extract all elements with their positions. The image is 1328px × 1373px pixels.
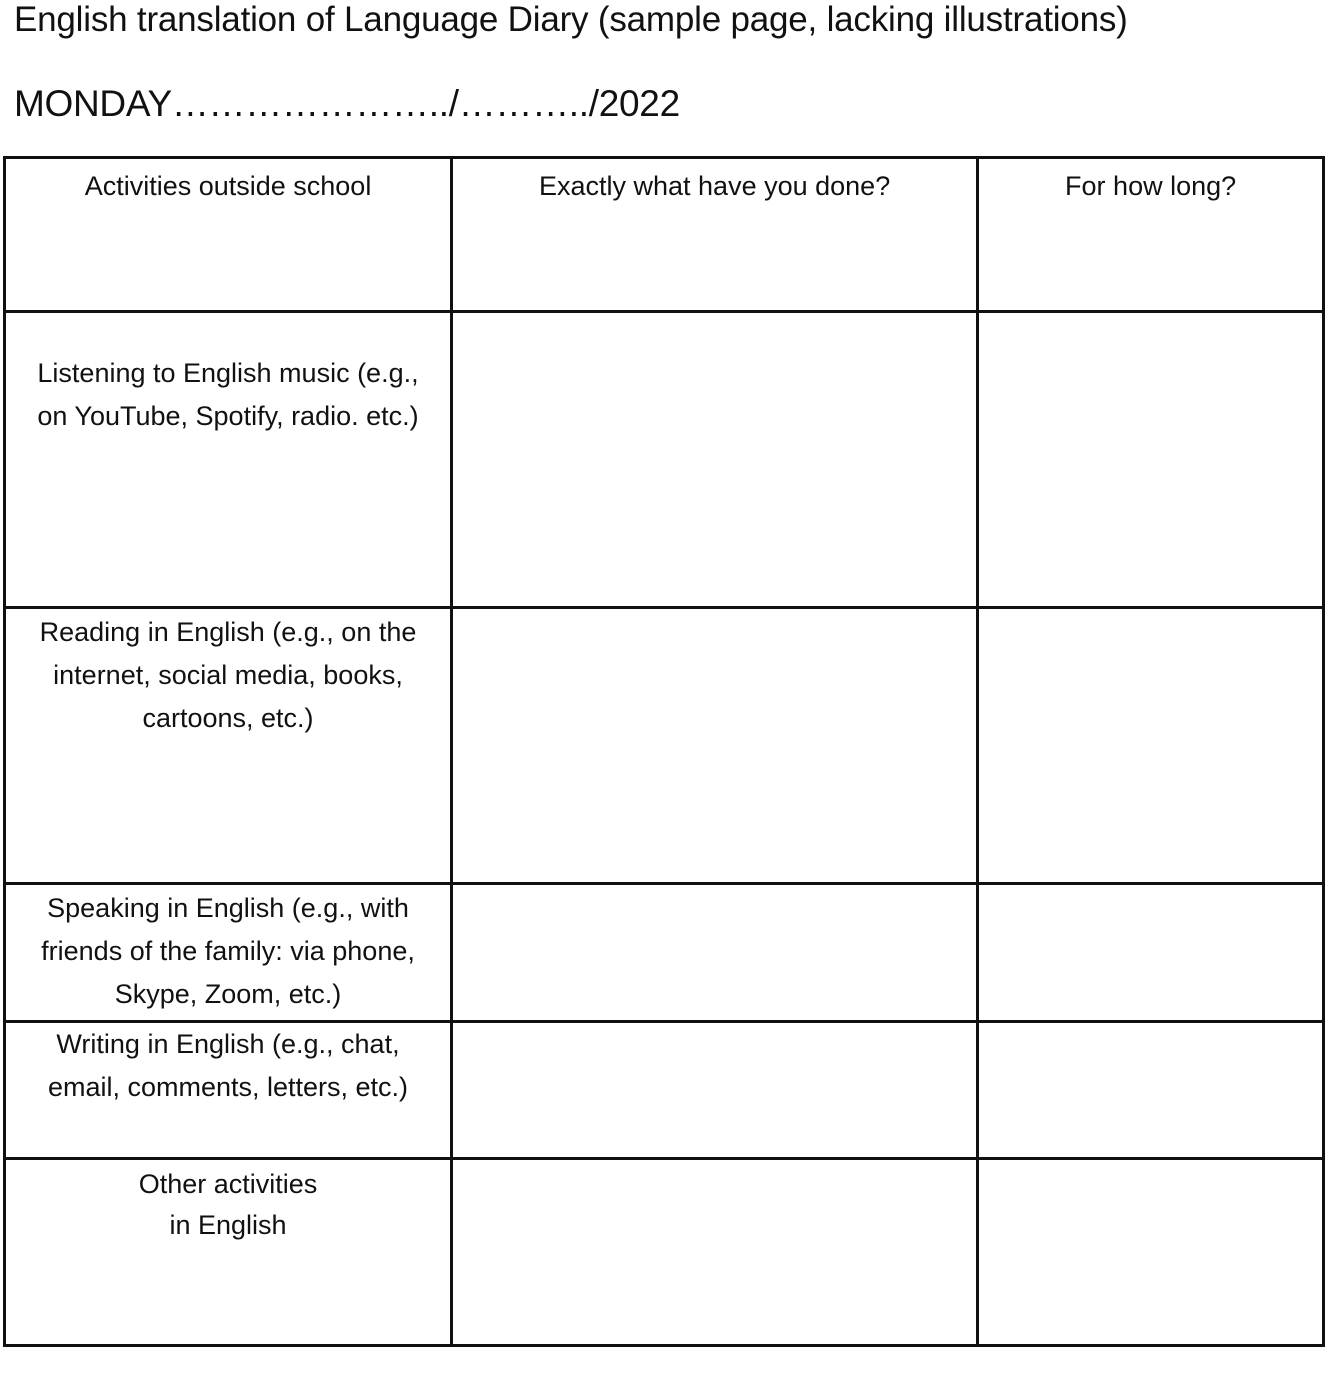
what-cell-speaking[interactable]	[452, 884, 978, 1022]
what-cell-listening[interactable]	[452, 312, 978, 608]
how-long-cell-reading[interactable]	[978, 608, 1324, 884]
table-row-writing	[5, 1022, 1324, 1159]
activity-label-listening: Listening to English music (e.g., on YouTube, Spotify, radio. etc.)	[37, 358, 419, 431]
what-cell-writing[interactable]	[452, 1022, 978, 1159]
document-title: English translation of Language Diary (sample page, lacking illustrations)	[14, 0, 1128, 39]
table-header-row	[5, 158, 1324, 312]
activity-cell-listening	[5, 312, 452, 608]
header-activities: Activities outside school	[5, 158, 452, 312]
language-diary-table	[3, 156, 1325, 1347]
header-how-long: For how long?	[978, 158, 1324, 312]
activity-label-reading: Reading in English (e.g., on the internet, social media, books, cartoons, etc.)	[39, 617, 417, 733]
what-cell-reading[interactable]	[452, 608, 978, 884]
what-cell-other[interactable]	[452, 1159, 978, 1346]
table-row-listening	[5, 312, 1324, 608]
how-long-cell-listening[interactable]	[978, 312, 1324, 608]
date-line: MONDAY…………………../………../2022	[14, 83, 680, 124]
table-row-reading	[5, 608, 1324, 884]
activity-cell-speaking	[5, 884, 452, 1022]
how-long-cell-writing[interactable]	[978, 1022, 1324, 1159]
activity-cell-other	[5, 1159, 452, 1346]
activity-label-speaking: Speaking in English (e.g., with friends of the family: via phone, Skype, Zoom, etc.)	[41, 893, 415, 1009]
table-row-speaking	[5, 884, 1324, 1022]
activity-cell-writing	[5, 1022, 452, 1159]
how-long-cell-other[interactable]	[978, 1159, 1324, 1346]
table-row-other	[5, 1159, 1324, 1346]
activity-label-writing: Writing in English (e.g., chat, email, comments, letters, etc.)	[47, 1029, 409, 1102]
activity-label-other: Other activities in English	[138, 1169, 318, 1240]
header-what-done: Exactly what have you done?	[452, 158, 978, 312]
activity-cell-reading	[5, 608, 452, 884]
how-long-cell-speaking[interactable]	[978, 884, 1324, 1022]
